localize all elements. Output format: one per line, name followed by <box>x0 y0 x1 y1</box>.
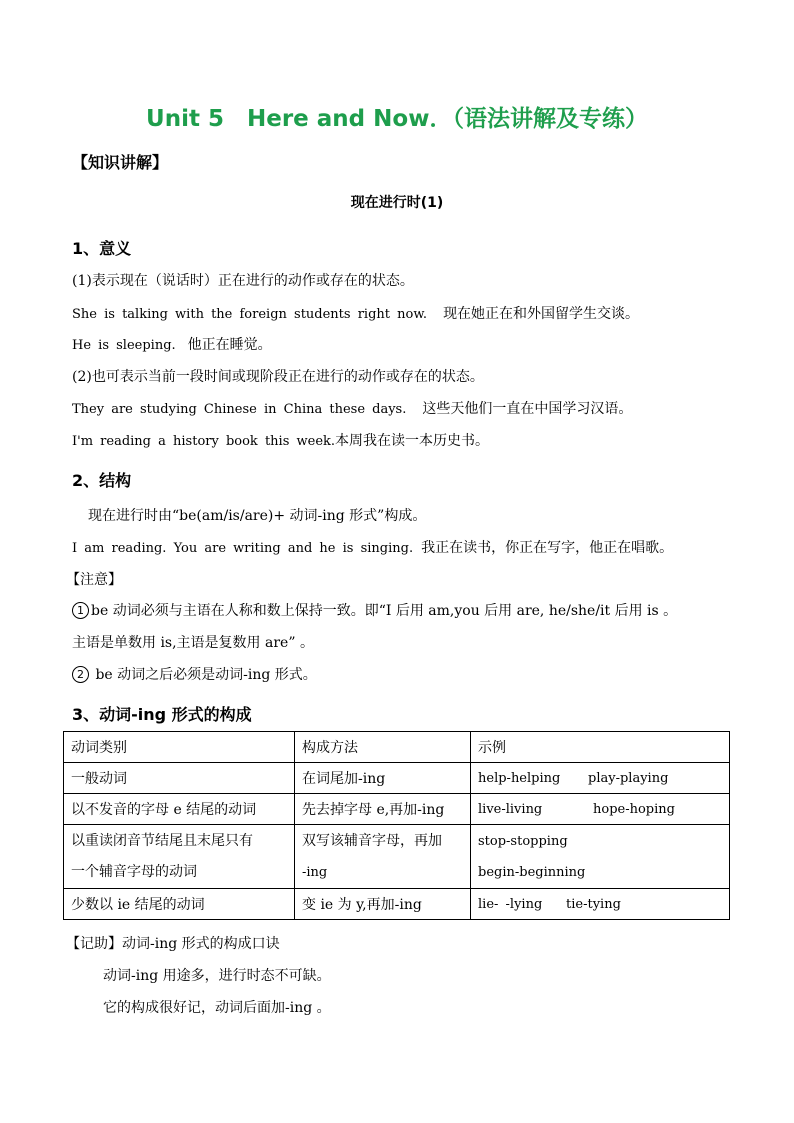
verb-type-cell: 以不发音的字母 e 结尾的动词 <box>64 794 295 825</box>
page-title: Unit 5 Here and Now．（语法讲解及专练） <box>146 106 648 132</box>
example-cell <box>471 794 730 825</box>
section-1-heading: 1、意义 <box>72 239 132 258</box>
note-2-text: be 动词之后必须是动词-ing 形式。 <box>91 667 317 683</box>
mnemonic-verse-1: 动词-ing 用途多，进行时态不可缺。 <box>103 968 331 984</box>
circled-number-2-icon: 2 <box>72 666 89 683</box>
method-cell: 在词尾加-ing <box>295 763 471 794</box>
example-cell <box>471 889 730 920</box>
note-1-line-1 <box>72 600 677 620</box>
table-row <box>64 794 730 825</box>
method-cell: 变 ie 为 y,再加-ing <box>295 889 471 920</box>
example-sentence-3 <box>72 398 632 418</box>
example-en: I'm reading a history book this week. <box>72 434 336 449</box>
memo-header: 【记助】 <box>66 936 122 952</box>
example-sentence-4 <box>72 430 489 450</box>
note-2 <box>72 664 317 684</box>
knowledge-header: 【知识讲解】 <box>72 153 169 172</box>
example-en: He is sleeping. <box>72 338 176 353</box>
example-2: begin-beginning <box>478 864 586 880</box>
example-1: help-helping <box>478 771 561 786</box>
example-en: They are studying Chinese in China these days. <box>72 402 407 417</box>
verb-type-cell: 少数以 ie 结尾的动词 <box>64 889 295 920</box>
method-cell <box>295 825 471 889</box>
note-header: 【注意】 <box>66 572 122 588</box>
example-cell <box>471 825 730 889</box>
table-header-cell: 示例 <box>471 732 730 763</box>
method-line: -ing <box>302 864 328 880</box>
circled-number-1-icon: 1 <box>72 602 89 619</box>
table-header-row <box>64 732 730 763</box>
structure-rule: 现在进行时由“be(am/is/are)+ 动词-ing 形式”构成。 <box>88 508 427 524</box>
meaning-point-1: (1)表示现在（说话时）正在进行的动作或存在的状态。 <box>72 273 414 289</box>
example-cn: 他正在睡觉。 <box>187 337 272 353</box>
verb-type-line: 以重读闭音节结尾且末尾只有 <box>71 832 253 849</box>
section-2-heading: 2、结构 <box>72 471 132 490</box>
note-1-line-2: 主语是单数用 is,主语是复数用 are” 。 <box>72 635 314 651</box>
mnemonic-verse-2: 它的构成很好记，动词后面加-ing 。 <box>103 1000 331 1016</box>
verb-type-line: 一个辅音字母的动词 <box>71 863 197 880</box>
ing-formation-table <box>63 731 730 920</box>
example-1: lie- -lying <box>478 897 543 912</box>
verb-type-cell <box>64 825 295 889</box>
memo-line <box>66 933 280 953</box>
table-row <box>64 763 730 794</box>
structure-example <box>72 537 673 557</box>
example-sentence-2 <box>72 334 272 354</box>
verb-type-cell: 一般动词 <box>64 763 295 794</box>
example-en: She is talking with the foreign students right now. <box>72 307 428 322</box>
method-cell: 先去掉字母 e,再加-ing <box>295 794 471 825</box>
topic-subtitle: 现在进行时(1) <box>350 195 444 211</box>
note-1-text: be 动词必须与主语在人称和数上保持一致。即“I 后用 am,you 后用 are, he/she/it 后用 is 。 <box>91 603 678 619</box>
memo-text: 动词-ing 形式的构成口诀 <box>122 936 280 952</box>
example-1: live-living <box>478 802 543 817</box>
example-2: tie-tying <box>566 897 621 912</box>
example-en: I am reading. You are writing and he is singing. <box>72 541 414 556</box>
example-2: hope-hoping <box>593 802 675 817</box>
example-cell <box>471 763 730 794</box>
table-header-cell: 动词类别 <box>64 732 295 763</box>
method-line: 双写该辅音字母，再加 <box>302 832 442 849</box>
example-cn: 本周我在读一本历史书。 <box>335 433 490 449</box>
example-cn: 现在她正在和外国留学生交谈。 <box>443 306 640 322</box>
table-row <box>64 825 730 889</box>
table-row <box>64 889 730 920</box>
section-3-heading: 3、动词-ing 形式的构成 <box>72 705 252 724</box>
table-header-cell: 构成方法 <box>295 732 471 763</box>
meaning-point-2: (2)也可表示当前一段时间或现阶段正在进行的动作或存在的状态。 <box>72 369 484 385</box>
example-2: play-playing <box>588 771 669 786</box>
example-cn: 这些天他们一直在中国学习汉语。 <box>422 401 633 417</box>
example-sentence-1 <box>72 303 639 323</box>
example-1: stop-stopping <box>478 833 568 849</box>
example-cn: 我正在读书，你正在写字，他正在唱歌。 <box>421 540 674 556</box>
